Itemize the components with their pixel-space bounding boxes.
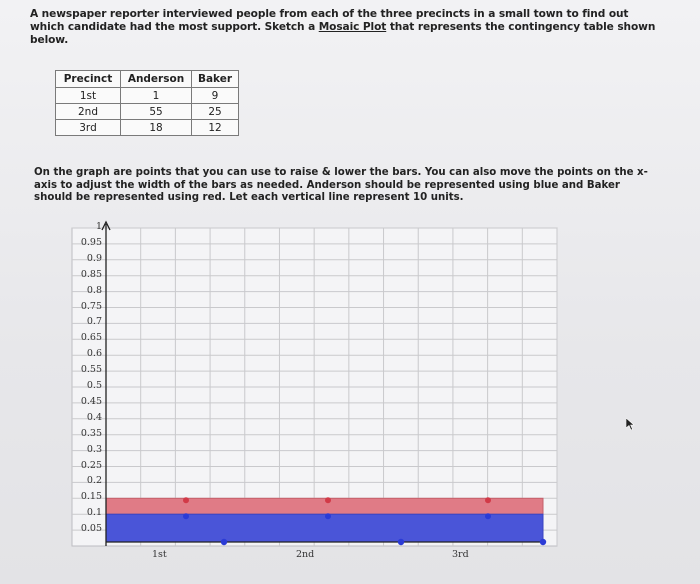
- baker-height-handle[interactable]: [325, 497, 331, 503]
- header-precinct: Precinct: [56, 71, 121, 88]
- y-tick-label: 0.35: [80, 427, 102, 439]
- instructions-line-3: should be represented using red. Let each vertical line represent 10 units.: [34, 192, 464, 203]
- y-tick-label: 0.75: [80, 300, 102, 312]
- mouse-cursor-icon: [626, 418, 636, 430]
- mosaic-plot-term: Mosaic Plot: [318, 21, 387, 33]
- y-tick-label: 0.65: [80, 332, 102, 344]
- y-tick-label: 0.3: [86, 443, 102, 455]
- y-tick-label: 0.7: [86, 316, 102, 328]
- baker-height-handle[interactable]: [183, 497, 189, 503]
- bar-width-handle[interactable]: [540, 539, 546, 545]
- y-tick-label: 0.8: [86, 284, 102, 296]
- anderson-height-handle[interactable]: [325, 513, 331, 519]
- prompt-line-2-end: that represents the contingency table shown: [386, 21, 656, 33]
- y-tick-label: 0.1: [86, 507, 102, 519]
- bar-width-handle[interactable]: [398, 539, 404, 545]
- header-baker: Baker: [192, 71, 239, 88]
- table-cell: 9: [192, 88, 239, 104]
- table-cell: 2nd: [56, 104, 121, 120]
- y-tick-label: 0.25: [80, 459, 102, 471]
- y-tick-label: 0.85: [80, 268, 102, 280]
- y-tick-label: 0.05: [80, 523, 102, 535]
- anderson-height-handle[interactable]: [183, 513, 189, 519]
- baker-bar[interactable]: [106, 498, 543, 514]
- y-tick-label: 0.95: [80, 236, 102, 248]
- y-tick-label: 0.2: [86, 475, 102, 487]
- x-axis-label: 3rd: [452, 549, 469, 560]
- y-tick-label: 0.6: [86, 348, 102, 360]
- y-tick-label: 0.4: [86, 411, 102, 423]
- y-tick-label: 0.5: [86, 380, 102, 391]
- y-tick-label: 0.15: [80, 491, 102, 503]
- instructions-line-2: axis to adjust the width of the bars as needed. Anderson should be represented using blue and Baker: [34, 179, 620, 191]
- table-cell: 1st: [56, 88, 121, 104]
- y-tick-label: 0.45: [80, 395, 102, 407]
- table-cell: 1: [121, 88, 192, 104]
- prompt-line-2-start: which candidate had the most support. Sketch a: [30, 21, 319, 33]
- y-tick-label: 0.9: [86, 252, 102, 264]
- y-tick-label: 0.55: [80, 364, 102, 376]
- table-cell: 3rd: [56, 120, 121, 136]
- anderson-height-handle[interactable]: [485, 513, 491, 519]
- instructions-line-1: On the graph are points that you can use to raise & lower the bars. You can also move the points on the x-: [34, 167, 648, 178]
- table-cell: 55: [121, 104, 192, 120]
- table-cell: 18: [121, 120, 192, 136]
- prompt-line-1: A newspaper reporter interviewed people from each of the three precincts in a small town to find out: [30, 8, 629, 20]
- table-cell: 12: [192, 120, 239, 136]
- y-tick-label: 1: [95, 221, 102, 232]
- anderson-bar[interactable]: [106, 514, 543, 542]
- x-axis-label: 1st: [152, 549, 167, 560]
- x-axis-label: 2nd: [296, 549, 315, 560]
- baker-height-handle[interactable]: [485, 497, 491, 503]
- prompt-line-3: below.: [30, 34, 69, 46]
- bar-width-handle[interactable]: [221, 539, 227, 545]
- table-cell: 25: [192, 104, 239, 120]
- header-anderson: Anderson: [121, 71, 192, 88]
